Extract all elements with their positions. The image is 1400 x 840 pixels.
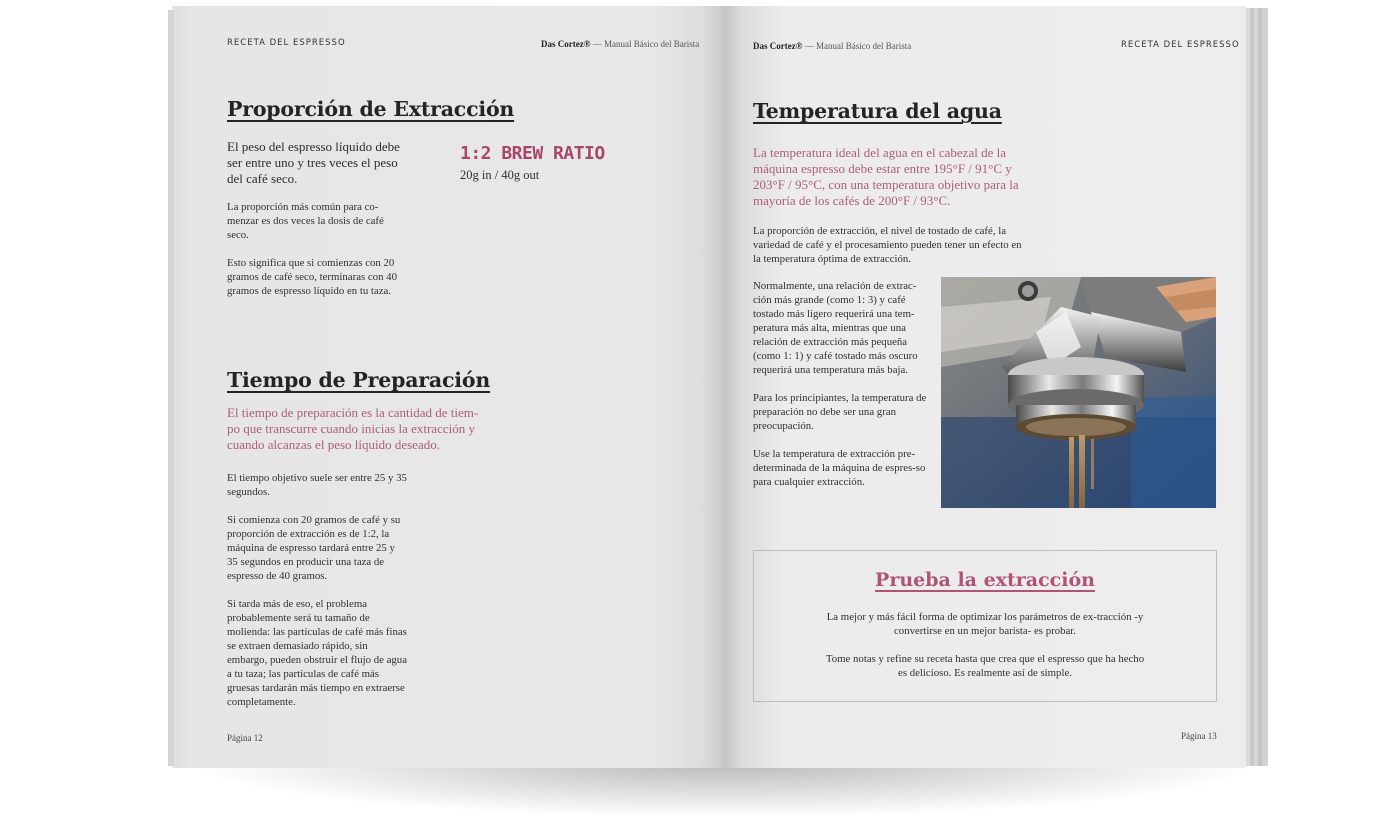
left-page-number: Página 12 (227, 733, 263, 743)
callout-title: Prueba la extracción (875, 569, 1095, 591)
right-page-number: Página 13 (1181, 731, 1217, 741)
callout-paragraph-2: Tome notas y refine su receta hasta que crea que el espresso que ha hecho es delicioso. Es realmente así de simple. (825, 653, 1145, 679)
brew-time-title: Tiempo de Preparación (227, 368, 491, 392)
water-temperature-title: Temperatura del agua (753, 99, 1002, 123)
brew-ratio-sub: 20g in / 40g out (460, 168, 540, 182)
extraction-ratio-title: Proporción de Extracción (227, 97, 515, 121)
paragraph: Si tarda más de eso, el problema probablemente será tu tamaño de molienda: las partículas de café más finas se extraen demasiado rápido, sin embargo, pueden obstruir el flujo de agua a tu taza; las partículas de café más gruesas tardarán más tiempo en extraerse completamente. (227, 598, 407, 708)
espresso-photo-illustration (941, 277, 1216, 508)
paragraph: El tiempo objetivo suele ser entre 25 y 35 segundos. (227, 472, 407, 498)
try-extraction-callout (753, 550, 1217, 702)
right-running-head: RECETA DEL ESPRESSO (1121, 40, 1240, 50)
paragraph: Esto significa que si comienzas con 20 gramos de café seco, terminaras con 40 gramos de espresso líquido en tu taza. (227, 257, 397, 297)
left-brand-line (541, 39, 699, 49)
brew-time-lead: El tiempo de preparación es la cantidad de tiem-po que transcurre cuando inicias la extracción y cuando alcanzas el peso líquido deseado. (227, 405, 479, 452)
water-temperature-intro: La proporción de extracción, el nivel de tostado de café, la variedad de café y el procesamiento pueden tener un efecto en la temperatura óptima de extracción. (753, 225, 1022, 265)
paragraph: Normalmente, una relación de extrac-ción más grande (como 1: 3) y café tostado más ligero requerirá una tem-peratura más alta, mientras que una relación de extracción más pequeña (como 1: 1) y café tostado más oscuro requerirá una temperatura más baja. (753, 280, 918, 376)
left-brand: Das Cortez® (541, 39, 591, 49)
water-temperature-lead: La temperatura ideal del agua en el cabezal de la máquina espresso debe estar entre 195°F / 91°C y 203°F / 95°C, con una temperatura objetivo para la mayoría de los cafés de 200°F / 93°C. (753, 145, 1019, 208)
callout-paragraph-1: La mejor y más fácil forma de optimizar los parámetros de ex-tracción -y convertirse en un mejor barista- es probar. (826, 611, 1144, 637)
left-brand-rest: — Manual Básico del Barista (590, 39, 700, 49)
brew-ratio-label: 1:2 BREW RATIO (460, 143, 605, 164)
paragraph: Si comienza con 20 gramos de café y su proporción de extracción es de 1:2, la máquina de espresso tardará entre 25 y 35 segundos en producir una taza de espresso de 40 gramos. (227, 514, 401, 582)
extraction-ratio-body (227, 200, 407, 312)
left-running-head: RECETA DEL ESPRESSO (227, 38, 346, 48)
right-brand-rest: — Manual Básico del Barista (802, 41, 912, 51)
espresso-machine-photo (941, 277, 1216, 508)
paragraph: Para los principiantes, la temperatura de preparación no debe ser una gran preocupación. (753, 392, 927, 432)
page-edge (1262, 8, 1268, 766)
extraction-ratio-lead: El peso del espresso líquido debe ser entre uno y tres veces el peso del café seco. (227, 139, 400, 186)
right-brand-line (753, 41, 911, 51)
right-brand: Das Cortez® (753, 41, 803, 51)
paragraph: La proporción más común para co-menzar es dos veces la dosis de café seco. (227, 201, 384, 241)
water-temperature-body (753, 279, 928, 503)
brew-time-body (227, 471, 407, 723)
paragraph: Use la temperatura de extracción pre-determinada de la máquina de espres-so para cualquier extracción. (753, 448, 926, 488)
